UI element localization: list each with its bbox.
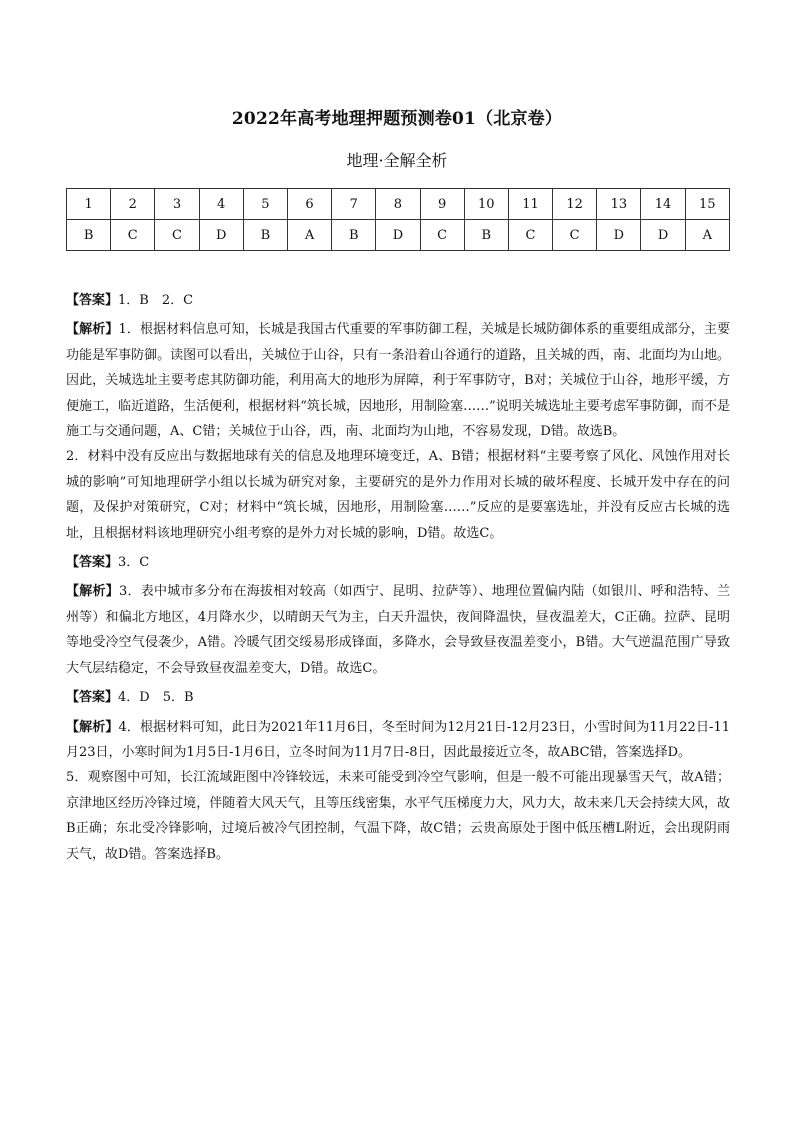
analysis-paragraph (66, 715, 730, 766)
question-number: 10 (464, 189, 508, 220)
question-number: 14 (641, 189, 685, 220)
answer-choice: D (199, 220, 243, 251)
analysis-paragraph (66, 444, 730, 546)
answer-choice: B (464, 220, 508, 251)
answer-choice: B (67, 220, 111, 251)
analysis-text: 2．材料中没有反应出与数据地球有关的信息及地理环境变迁，A、B错；根据材料“主要考察了风化、风蚀作用对长城的影响”可知地理研学小组以长城为研究对象，主要研究的是外力作用对长城的破坏程度、长城开发中存在的问题，及保护对策研究，C对；材料中“筑长城，因地形，用制险塞……”反应的是要塞选址，并没有反应古长城的选址，且根据材料该地理研究小组考察的是外力对长城的影响，D错。故选C。 (66, 449, 730, 541)
answer-choice: C (553, 220, 597, 251)
answer-label: 【答案】 (66, 293, 119, 308)
question-number: 12 (553, 189, 597, 220)
answer-choice: D (641, 220, 685, 251)
answer-choice: A (685, 220, 729, 251)
answer-choice: C (111, 220, 155, 251)
answer-text: 4．D 5．B (118, 690, 194, 706)
answer-table-number-row (67, 189, 730, 220)
question-number: 11 (508, 189, 552, 220)
answer-choice: B (243, 220, 287, 251)
analysis-label: 【解析】 (66, 584, 119, 600)
answer-choice: D (376, 220, 420, 251)
answer-label: 【答案】 (66, 690, 119, 706)
analysis-text: 1．根据材料信息可知，长城是我国古代重要的军事防御工程，关城是长城防御体系的重要组成部分，主要功能是军事防御。读图可以看出，关城位于山谷，只有一条沿着山谷通行的道路，且关城的西，南、北面均为山地。因此，关城选址主要考虑其防御功能，利用高大的地形为屏障，利于军事防守，B对；关城位于山谷，地形平缓，方便施工，临近道路，生活便利，根据材料“筑长城，因地形，用制险塞……”说明关城选址主要考虑军事防御，而不是施工与交通问题，A、C错；关城位于山谷，西，南、北面均为山地，不容易发现，D错。故选B。 (66, 322, 730, 440)
analysis-paragraph (66, 317, 730, 444)
question-number: 6 (287, 189, 331, 220)
analysis-paragraph (66, 765, 730, 867)
solutions-body (66, 288, 730, 867)
question-number: 1 (67, 189, 111, 220)
question-number: 7 (332, 189, 376, 220)
answer-choice: B (332, 220, 376, 251)
answer-line (66, 685, 730, 710)
analysis-label: 【解析】 (66, 719, 119, 735)
answer-choice: C (420, 220, 464, 251)
answer-choice: A (287, 220, 331, 251)
analysis-text: 4．根据材料可知，此日为2021年11月6日，冬至时间为12月21日-12月23日，小雪时间为11月22日-11月23日，小寒时间为1月5日-1月6日，立冬时间为11月7日-8日，因此最接近立冬，故ABC错，答案选择D。 (66, 719, 730, 760)
question-number: 15 (685, 189, 729, 220)
answer-table-answer-row (67, 220, 730, 251)
question-number: 5 (243, 189, 287, 220)
analysis-label: 【解析】 (66, 322, 119, 338)
answer-text: 1．B 2．C (118, 293, 194, 308)
analysis-text: 3．表中城市多分布在海拔相对较高（如西宁、昆明、拉萨等）、地理位置偏内陆（如银川、呼和浩特、兰州等）和偏北方地区，4月降水少，以晴朗天气为主，白天升温快，夜间降温快，昼夜温差大，C正确。拉萨、昆明等地受冷空气侵袭少，A错。冷暖气团交绥易形成锋面，多降水，会导致昼夜温差变小，B错。大气逆温范围广导致大气层结稳定，不会导致昼夜温差变大，D错。故选C。 (66, 584, 730, 676)
answer-line (66, 550, 730, 575)
answer-choice: C (155, 220, 199, 251)
page-subtitle: 地理·全解全析 (346, 151, 448, 170)
answer-text: 3．C (118, 555, 150, 571)
page-title: 2022年高考地理押题预测卷01（北京卷） (231, 109, 563, 129)
question-number: 13 (597, 189, 641, 220)
answer-line (66, 288, 730, 313)
answer-label: 【答案】 (66, 555, 119, 571)
question-number: 8 (376, 189, 420, 220)
question-number: 9 (420, 189, 464, 220)
analysis-paragraph (66, 579, 730, 681)
question-number: 4 (199, 189, 243, 220)
analysis-text: 5．观察图中可知，长江流域距图中冷锋较远，未来可能受到冷空气影响，但是一般不可能出现暴雪天气，故A错；京津地区经历冷锋过境，伴随着大风天气，且等压线密集，水平气压梯度力大，风力大，故未来几天会持续大风，故B正确；东北受冷锋影响，过境后被冷气团控制，气温下降，故C错；云贵高原处于图中低压槽L附近，会出现阴雨天气，故D错。答案选择B。 (66, 770, 730, 862)
answer-choice: D (597, 220, 641, 251)
answer-table (66, 188, 730, 251)
answer-choice: C (508, 220, 552, 251)
question-number: 2 (111, 189, 155, 220)
question-number: 3 (155, 189, 199, 220)
